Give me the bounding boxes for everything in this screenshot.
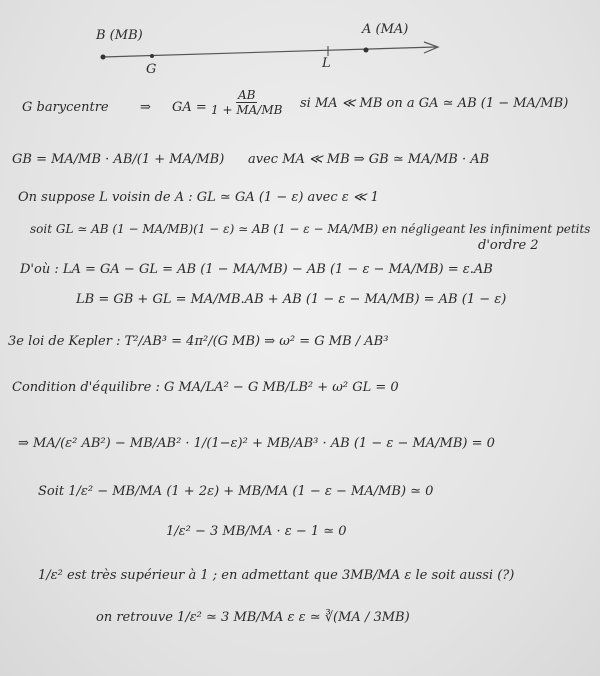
point-B-dot (101, 55, 106, 60)
eq-ga-label: GA = (172, 100, 207, 115)
eq-ga-den: 1 + MA/MB (211, 103, 283, 117)
eq-ga-approx: si MA ≪ MB on a GA ≃ AB (1 − MA/MB) (300, 96, 569, 111)
line-implies-1: ⇒ (140, 100, 151, 115)
eq-kepler: 3e loi de Kepler : T²/AB³ = 4π²/(G MB) ⇒ ω² = G MB / AB³ (8, 334, 389, 349)
line-ordre-2: d'ordre 2 (478, 238, 539, 253)
line-suppose: On suppose L voisin de A : GL ≃ GA (1 − ε) avec ε ≪ 1 (18, 190, 379, 205)
point-G-dot (150, 54, 154, 58)
line-soit-gl: soit GL ≃ AB (1 − MA/MB)(1 − ε) ≃ AB (1 − ε − MA/MB) en négligeant les infiniment petits (30, 222, 591, 236)
label-L: L (322, 56, 331, 71)
line-hypothesis: 1/ε² est très supérieur à 1 ; en admettant que 3MB/MA ε le soit aussi (?) (38, 568, 515, 583)
eq-result: on retrouve 1/ε² ≃ 3 MB/MA ε ε ≃ ∛(MA / 3MB) (96, 610, 410, 625)
eq-ga-num: AB (237, 88, 256, 102)
eq-expanded: ⇒ MA/(ε² AB²) − MB/AB² · 1/(1−ε)² + MB/AB³ · AB (1 − ε − MA/MB) = 0 (18, 436, 495, 451)
eq-simplified: 1/ε² − 3 MB/MA · ε − 1 ≃ 0 (166, 524, 347, 539)
eq-lb: LB = GB + GL = MA/MB.AB + AB (1 − ε − MA/MB) = AB (1 − ε) (76, 292, 507, 307)
eq-soit: Soit 1/ε² − MB/MA (1 + 2ε) + MB/MA (1 − ε − MA/MB) ≃ 0 (38, 484, 434, 499)
eq-equilibre: Condition d'équilibre : G MA/LA² − G MB/LB² + ω² GL = 0 (12, 380, 399, 395)
label-G: G (146, 62, 157, 77)
point-A-dot (364, 48, 369, 53)
eq-gb-approx: avec MA ≪ MB ⇒ GB ≃ MA/MB · AB (248, 152, 490, 167)
label-B: B (MB) (96, 28, 143, 43)
eq-ga-fraction (206, 88, 287, 117)
line-barycentre: G barycentre (22, 100, 109, 115)
label-A: A (MA) (362, 22, 409, 37)
eq-la: D'où : LA = GA − GL = AB (1 − MA/MB) − AB (1 − ε − MA/MB) = ε.AB (20, 262, 493, 277)
axis-diagram (0, 0, 600, 80)
eq-gb: GB = MA/MB · AB/(1 + MA/MB) (12, 152, 225, 167)
